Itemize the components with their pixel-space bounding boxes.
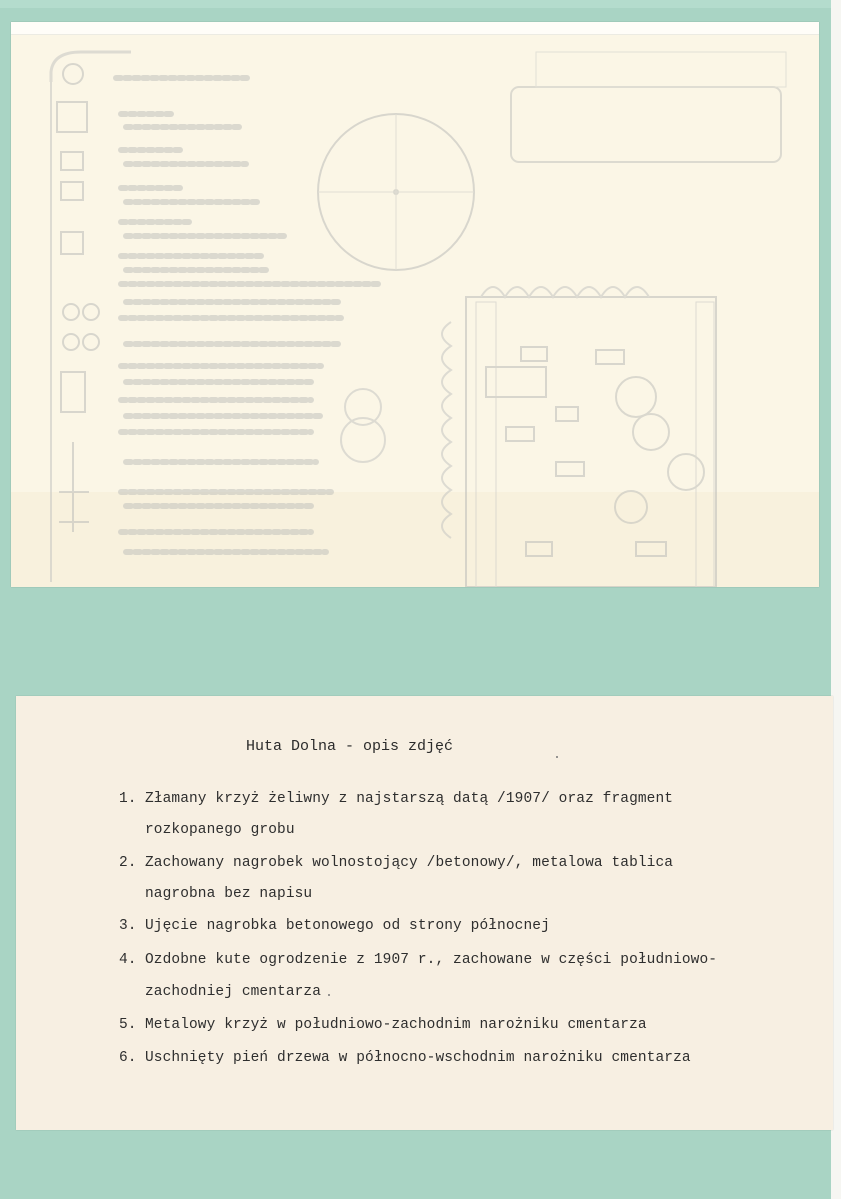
list-item	[119, 1017, 647, 1033]
list-item-continuation: zachodniej cmentarza	[145, 984, 322, 1000]
paper-speck	[556, 756, 558, 758]
mount-board-top-strip	[0, 0, 841, 8]
item-number: 3.	[119, 918, 137, 934]
item-number: 4.	[119, 952, 137, 968]
list-item-continuation: rozkopanego grobu	[145, 822, 295, 838]
item-text: Uschnięty pień drzewa w północno-wschodnim narożniku cmentarza	[145, 1050, 691, 1066]
list-item	[119, 918, 550, 934]
list-item	[119, 791, 673, 807]
document-title: Huta Dolna - opis zdjęć	[246, 738, 454, 755]
item-text: Metalowy krzyż w południowo-zachodnim narożniku cmentarza	[145, 1017, 647, 1033]
paper-speck	[328, 994, 330, 996]
item-text: Ujęcie nagrobka betonowego od strony północnej	[145, 918, 550, 934]
item-text: Złamany krzyż żeliwny z najstarszą datą /1907/ oraz fragment	[145, 791, 674, 807]
item-number: 2.	[119, 855, 137, 871]
description-sheet	[16, 696, 833, 1130]
item-number: 1.	[119, 791, 137, 807]
faded-map-photo-print	[11, 22, 819, 587]
list-item	[119, 952, 717, 968]
list-item	[119, 1050, 691, 1066]
list-item	[119, 855, 673, 871]
item-number: 5.	[119, 1017, 137, 1033]
list-item-continuation: nagrobna bez napisu	[145, 886, 313, 902]
legend-show-through-typing	[11, 22, 819, 587]
item-text: Zachowany nagrobek wolnostojący /betonowy/, metalowa tablica	[145, 855, 674, 871]
item-number: 6.	[119, 1050, 137, 1066]
item-text: Ozdobne kute ogrodzenie z 1907 r., zachowane w części południowo-	[145, 952, 718, 968]
